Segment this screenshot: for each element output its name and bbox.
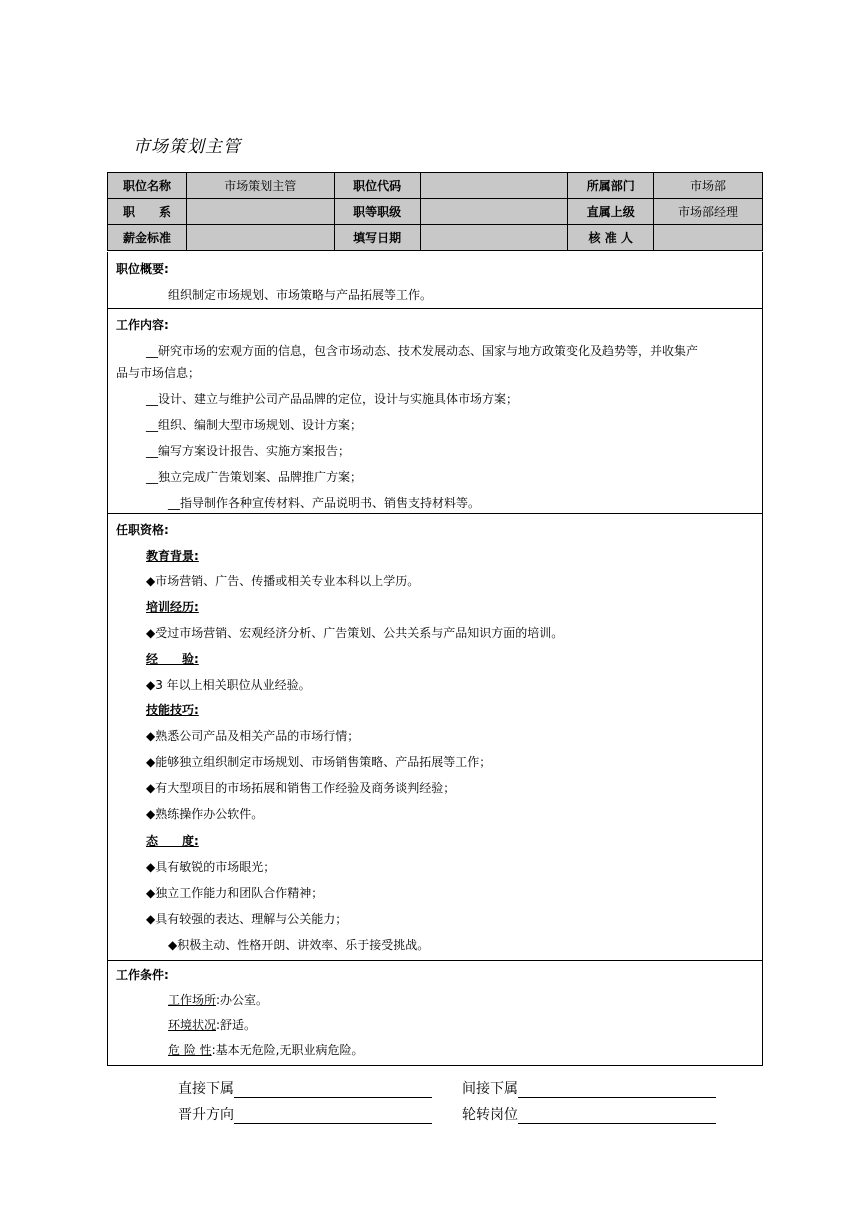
indirect-subordinate (462, 1078, 716, 1098)
duties-section (107, 308, 763, 514)
education-label: 教育背景: (146, 549, 199, 563)
label-grade: 职等职级 (334, 199, 420, 225)
promotion-path (178, 1104, 432, 1124)
label-approver: 核 准 人 (568, 225, 654, 251)
env-line (168, 1016, 256, 1033)
table-row (108, 173, 763, 199)
duty-item: __设计、建立与维护公司产品品牌的定位，设计与实施具体市场方案； (146, 392, 519, 406)
training-text: ◆受过市场营销、宏观经济分析、广告策划、公共关系与产品知识方面的培训。 (146, 626, 564, 640)
duty-item: __独立完成广告策划案、品牌推广方案； (146, 470, 363, 484)
env-label: 环境状况 (168, 1018, 217, 1032)
training-label: 培训经历: (146, 600, 199, 614)
conditions-title: 工作条件: (116, 968, 169, 982)
duty-item: __组织、编制大型市场规划、设计方案； (146, 418, 363, 432)
attitude-item: ◆具有敏锐的市场眼光； (146, 860, 276, 874)
value-department: 市场部 (654, 173, 763, 199)
place-value: :办公室。 (216, 993, 269, 1007)
skill-item: ◆熟练操作办公软件。 (146, 807, 264, 821)
risk-line (168, 1041, 364, 1058)
risk-value: :基本无危险,无职业病危险。 (211, 1043, 364, 1057)
value-salary (186, 225, 334, 251)
label-department: 所属部门 (568, 173, 654, 199)
table-row (108, 225, 763, 251)
place-line (168, 991, 268, 1008)
overview-section (107, 252, 763, 309)
rotation-position (462, 1104, 716, 1124)
experience-label: 经 验: (146, 652, 199, 666)
education-text: ◆市场营销、广告、传播或相关专业本科以上学历。 (146, 574, 420, 588)
label-job-family: 职 系 (108, 199, 187, 225)
place-label: 工作场所 (168, 993, 217, 1007)
duty-item: __研究市场的宏观方面的信息，包含市场动态、技术发展动态、国家与地方政策变化及趋势等，并收集产 (146, 344, 699, 358)
indirect-subordinate-field[interactable] (518, 1081, 716, 1098)
qualifications-title: 任职资格: (116, 523, 169, 537)
promotion-path-field[interactable] (234, 1107, 432, 1124)
direct-subordinate-field[interactable] (234, 1081, 432, 1098)
rotation-position-label: 轮转岗位 (462, 1107, 518, 1123)
label-salary: 薪金标准 (108, 225, 187, 251)
risk-label: 危 险 性 (168, 1043, 212, 1057)
duties-title: 工作内容: (116, 318, 169, 332)
value-approver (654, 225, 763, 251)
overview-title: 职位概要: (116, 262, 169, 276)
attitude-item: ◆独立工作能力和团队合作精神； (146, 886, 324, 900)
duty-item: 品与市场信息； (116, 366, 201, 380)
promotion-path-label: 晋升方向 (178, 1107, 234, 1123)
value-grade (420, 199, 568, 225)
indirect-subordinate-label: 间接下属 (462, 1081, 518, 1097)
label-position-name: 职位名称 (108, 173, 187, 199)
experience-text: ◆3 年以上相关职位从业经验。 (146, 678, 311, 692)
job-info-table (107, 172, 763, 251)
table-row (108, 199, 763, 225)
skill-item: ◆能够独立组织制定市场规划、市场销售策略、产品拓展等工作； (146, 755, 492, 769)
label-position-code: 职位代码 (334, 173, 420, 199)
attitude-label: 态 度: (146, 834, 199, 848)
skill-item: ◆有大型项目的市场拓展和销售工作经验及商务谈判经验； (146, 781, 456, 795)
env-value: :舒适。 (216, 1018, 257, 1032)
direct-subordinate-label: 直接下属 (178, 1081, 234, 1097)
skills-label: 技能技巧: (146, 703, 199, 717)
value-position-name: 市场策划主管 (186, 173, 334, 199)
label-fill-date: 填写日期 (334, 225, 420, 251)
conditions-section (107, 960, 763, 1066)
overview-text: 组织制定市场规划、市场策略与产品拓展等工作。 (168, 288, 433, 302)
value-supervisor: 市场部经理 (654, 199, 763, 225)
value-fill-date (420, 225, 568, 251)
duty-item: __指导制作各种宣传材料、产品说明书、销售支持材料等。 (168, 496, 481, 510)
value-position-code (420, 173, 568, 199)
direct-subordinate (178, 1078, 432, 1098)
qualifications-section (107, 513, 763, 961)
value-job-family (186, 199, 334, 225)
attitude-item: ◆具有较强的表达、理解与公关能力； (146, 912, 348, 926)
skill-item: ◆熟悉公司产品及相关产品的市场行情； (146, 729, 360, 743)
attitude-item: ◆积极主动、性格开朗、讲效率、乐于接受挑战。 (168, 938, 430, 952)
rotation-position-field[interactable] (518, 1107, 716, 1124)
label-supervisor: 直属上级 (568, 199, 654, 225)
document-title: 市场策划主管 (133, 137, 241, 157)
duty-item: __编写方案设计报告、实施方案报告； (146, 444, 351, 458)
